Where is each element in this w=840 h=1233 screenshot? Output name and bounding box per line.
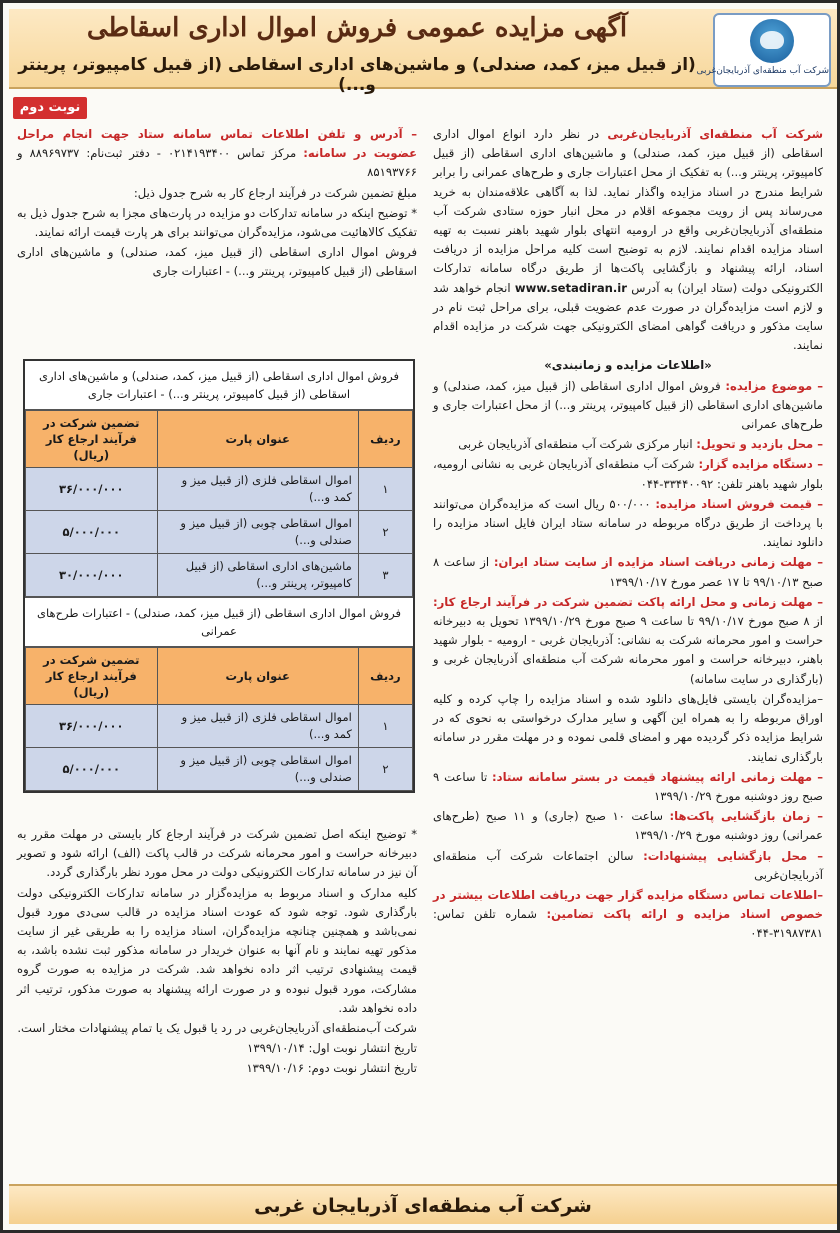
address-item: [17, 125, 417, 183]
table1: [25, 410, 413, 597]
publish-date-2: تاریخ انتشار نوبت دوم: ۱۳۹۹/۱۰/۱۶: [246, 1061, 417, 1076]
deadline-docs-item: [433, 553, 823, 591]
contact-text: شماره تلفن تماس: ۳۱۹۸۷۳۸۱-۰۴۴: [433, 907, 823, 941]
info-heading: «اطلاعات مزایده و زمانبندی»: [544, 358, 712, 373]
visit-item: [433, 435, 823, 454]
guarantee-amount: ۳۰/۰۰۰/۰۰۰: [26, 554, 158, 597]
guarantee-amount: ۵/۰۰۰/۰۰۰: [26, 511, 158, 554]
rights-note: شرکت آب‌منطقه‌ای آذربایجان‌غربی در رد یا قبول یک یا تمام پیشنهادات مختار است.: [17, 1021, 417, 1036]
auctioneer-item: [433, 455, 823, 493]
left-column-top: [17, 125, 417, 283]
table1-caption: فروش اموال اداری اسقاطی (از قبیل میز، کمد، صندلی) و ماشین‌های اداری اسقاطی (از قبیل کامپیوتر، پرینتر و...) - اعتبارات جاری: [25, 361, 413, 410]
guarantee-tables: [23, 359, 415, 793]
sale-line: فروش اموال اداری اسقاطی (از قبیل میز، کمد، صندلی) و ماشین‌های اداری اسقاطی (از قبیل کامپیوتر، پرینتر و...) - اعتبارات جاری: [17, 245, 417, 279]
opening-time-label: – زمان بازگشایی پاکت‌ها:: [669, 809, 823, 824]
subject-item: [433, 377, 823, 435]
contact-label: –اطلاعات تماس دستگاه مزایده گزار جهت دریافت اطلاعات بیشتر در خصوص اسناد مزایده و ارائه پاکت تضامین:: [433, 887, 823, 922]
guarantee-amount: ۳۶/۰۰۰/۰۰۰: [26, 705, 158, 748]
col-header-row: ردیف: [358, 411, 412, 468]
row-number: ۲: [358, 511, 412, 554]
table-row: [26, 554, 413, 597]
price-label: – قیمت فروش اسناد مزایده:: [655, 496, 823, 511]
upload-note: –مزایده‌گران بایستی فایل‌های دانلود شده و اسناد مزایده را چاپ کرده و کلیه اوراق مربوطه را به همراه این آگهی و سایر مدارک درخواستی به نحوی که در شرایط مزایده ذکر گردیده مهر و امضای قلمی نموده و در مهلت مقرر در سامانه بارگذاری نمایند.: [433, 691, 823, 764]
part-title: اموال اسقاطی چوبی (از قبیل میز و صندلی و...): [157, 511, 358, 554]
opening-place-item: [433, 847, 823, 885]
company-logo: [696, 13, 831, 87]
part-title: اموال اسقاطی فلزی (از قبیل میز و کمد و...): [157, 468, 358, 511]
note-parts: * توضیح اینکه در سامانه تدارکات دو مزایده در پارت‌های مجزا به شرح جدول ذیل به تفکیک کالاهائیت می‌شود، مزایده‌گران می‌توانند برای هر پارت قیمت ارائه نمایند.: [17, 205, 417, 240]
col-header-row: ردیف: [358, 648, 412, 705]
row-number: ۲: [358, 748, 412, 791]
subject-text: فروش اموال اداری اسقاطی (از قبیل میز، کمد، صندلی) و ماشین‌های اداری اسقاطی (از قبیل کامپیوتر، پرینتر و...) از محل اعتبارات جاری و طرح‌های عمرانی: [433, 378, 823, 432]
bid-deadline-text: تا ساعت ۹ صبح روز دوشنبه مورخ ۱۳۹۹/۱۰/۲۹: [433, 769, 823, 803]
setadiran-link[interactable]: www.setadiran.ir: [514, 280, 627, 295]
address-label: – آدرس و تلفن اطلاعات تماس سامانه ستاد جهت انجام مراحل عضویت در سامانه:: [17, 127, 417, 161]
table2: [25, 647, 413, 791]
intro-org: شرکت آب منطقه‌ای آذربایجان‌غربی: [607, 127, 823, 141]
logo-caption: شرکت آب منطقه‌ای آذربایجان‌غربی: [696, 66, 829, 76]
guarantee-note: * توضیح اینکه اصل تضمین شرکت در فرآیند ارجاع کار بایستی در مهلت مقرر به دبیرخانه حراست و امور محرمانه شرکت در قالب پاکت (الف) ارائه شود و تصویر آن نیز در سامانه تدارکات الکترونیکی دولت در محل مورد نظر بارگذاری گردد.: [17, 827, 417, 880]
contact-item: [433, 886, 823, 944]
intro-text: در نظر دارد انواع اموال اداری اسقاطی (از قبیل میز، کمد، صندلی) و ماشین‌های اداری اسقاطی (از قبیل کامپیوتر، پرینتر و...) به تفکیک از محل اعتبارات جاری و طرح‌های عمرانی را برابر شرایط مندرج در اسناد مزایده واگذار نماید. لذا به آگاهی علاقه‌مندان به خرید می‌رساند پس از رویت مجموعه اقلام در محل انبار حوزه ستادی شرکت آب منطقه‌ای آذربایجان‌غربی واقع در ارومیه انتهای بلوار شهید باهنر نسبت به تهیه اسناد مزایده اقدام نمایند. لازم به توضیح است کلیه مراحل مزایده از دریافت اسناد، ارائه پیشنهاد و بازگشایی پاکت‌ها از طریق درگاه سامانه تدارکات الکترونیکی دولت (ستاد ایران) به آدرس: [433, 127, 823, 295]
bid-deadline-item: [433, 768, 823, 806]
col-header-guarantee: تضمین شرکت در فرآیند ارجاع کار (ریال): [26, 411, 158, 468]
guarantee-amount: ۵/۰۰۰/۰۰۰: [26, 748, 158, 791]
round-badge: نوبت دوم: [13, 97, 87, 119]
deadline-docs-text: از ساعت ۸ صبح ۹۹/۱۰/۱۳ تا ۱۷ عصر مورخ ۱۳۹۹/۱۰/۱۷: [433, 555, 823, 589]
part-title: ماشین‌های اداری اسقاطی (از قبیل کامپیوتر، پرینتر و...): [157, 554, 358, 597]
opening-place-text: سالن اجتماعات شرکت آب منطقه‌ای آذربایجان‌غربی: [433, 848, 823, 882]
page-title: آگهی مزایده عمومی فروش اموال اداری اسقاطی: [86, 13, 628, 43]
opening-place-label: – محل بازگشایی پیشنهادات:: [643, 848, 823, 863]
auctioneer-label: – دستگاه مزایده گزار:: [698, 457, 823, 472]
guarantee-amount: ۳۶/۰۰۰/۰۰۰: [26, 468, 158, 511]
part-title: اموال اسقاطی فلزی (از قبیل میز و کمد و...): [157, 705, 358, 748]
deadline-docs-label: – مهلت زمانی دریافت اسناد مزایده از سایت ستاد ایران:: [493, 555, 823, 570]
table-row: [26, 468, 413, 511]
price-item: [433, 495, 823, 553]
auctioneer-text: شرکت آب منطقه‌ای آذربایجان غربی به نشانی ارومیه، بلوار شهید باهنر تلفن: ۳۳۴۴۰۰۹۲-۰۴۴: [433, 457, 823, 491]
row-number: ۱: [358, 468, 412, 511]
footer-banner: شرکت آب منطقه‌ای آذربایجان غربی: [9, 1184, 837, 1224]
left-column-bottom: [17, 825, 417, 1080]
deadline-guarantee-label: – مهلت زمانی و محل ارائه پاکت تضمین شرکت در فرآیند ارجاع کار:: [433, 594, 823, 609]
opening-time-text: ساعت ۱۰ صبح (جاری) و ۱۱ صبح (طرح‌های عمرانی) روز دوشنبه مورخ ۱۳۹۹/۱۰/۲۹: [433, 809, 823, 843]
price-text: ۵۰۰/۰۰۰ ریال است که مزایده‌گران می‌توانند با پرداخت از طریق درگاه مربوطه در سامانه ستاد ایران فایل اسناد مزایده را دانلود نمایند.: [433, 496, 823, 550]
page-subtitle: (از قبیل میز، کمد، صندلی) و ماشین‌های اداری اسقاطی (از قبیل کامپیوتر، پرینتر و...): [18, 55, 696, 95]
row-number: ۳: [358, 554, 412, 597]
intro-paragraph: [433, 125, 823, 355]
opening-time-item: [433, 807, 823, 845]
col-header-part: عنوان پارت: [157, 411, 358, 468]
address-text: مرکز تماس ۰۲۱۴۱۹۳۴۰۰ - دفتر ثبت‌نام: ۸۸۹۶۹۷۳۷ و ۸۵۱۹۳۷۶۶: [17, 146, 417, 180]
intro-text-2: انجام خواهد شد و لازم است مزایده‌گران در صورت عدم عضویت قبلی، برای مراحل ثبت نام در سایت مذکور و دریافت گواهی امضای الکترونیکی جهت شرکت در مزایده اقدام نمایند.: [433, 280, 823, 353]
visit-text: انبار مرکزی شرکت آب منطقه‌ای آذربایجان غربی: [458, 437, 693, 452]
table-row: [26, 748, 413, 791]
table-row: [26, 705, 413, 748]
row-number: ۱: [358, 705, 412, 748]
documents-note: کلیه مدارک و اسناد مربوط به مزایده‌گزار در سامانه تدارکات الکترونیکی دولت بارگذاری شود. توجه شود که عودت اسناد مزایده در قالب سی‌دی مورد قبول نمی‌باشد و همچنین چنانچه مزایده‌گران، اسناد مزایده را به طریقی غیر از سایت مذکور تهیه نمایند و نام آنها به عنوان خریدار در سامانه مذکور ثبت نشده باشد، به قیمت پیشنهادی ترتیب اثر داده نخواهد شد. شرکت در مزایده به صورت گروه مشارکت، مورد قبول نبوده و در صورت ارائه پیشنهاد به صورت مذکور، ترتیب اثر داده نخواهد شد.: [17, 885, 417, 1015]
part-title: اموال اسقاطی چوبی (از قبیل میز و صندلی و...): [157, 748, 358, 791]
subject-label: – موضوع مزایده:: [725, 378, 824, 393]
bid-deadline-label: – مهلت زمانی ارائه پیشنهاد قیمت در بستر سامانه ستاد:: [492, 769, 823, 784]
col-header-guarantee: تضمین شرکت در فرآیند ارجاع کار (ریال): [26, 648, 158, 705]
right-column: [433, 125, 823, 945]
deadline-guarantee-item: [433, 593, 823, 689]
publish-date-1: تاریخ انتشار نوبت اول: ۱۳۹۹/۱۰/۱۴: [247, 1041, 417, 1056]
table2-caption: فروش اموال اداری اسقاطی (از قبیل میز، کمد، صندلی) - اعتبارات طرح‌های عمرانی: [25, 597, 413, 647]
guarantee-intro: مبلغ تضمین شرکت در فرآیند ارجاع کار به شرح جدول ذیل:: [133, 185, 417, 200]
water-logo-icon: [750, 19, 794, 63]
deadline-guarantee-text: از ۸ صبح مورخ ۹۹/۱۰/۱۷ تا ساعت ۹ صبح مورخ ۱۳۹۹/۱۰/۲۹ تحویل به دبیرخانه حراست و امور محرمانه شرکت به نشانی: آذربایجان غربی - ارومیه - بلوار شهید باهنر، دبیرخانه حراست و امور محرمانه شرکت آب منطقه‌ای آذربایجان غربی و (بارگذاری در سایت سامانه): [433, 614, 823, 686]
header-banner: [9, 9, 837, 95]
visit-label: – محل بازدید و تحویل:: [696, 437, 823, 452]
col-header-part: عنوان پارت: [157, 648, 358, 705]
table-row: [26, 511, 413, 554]
